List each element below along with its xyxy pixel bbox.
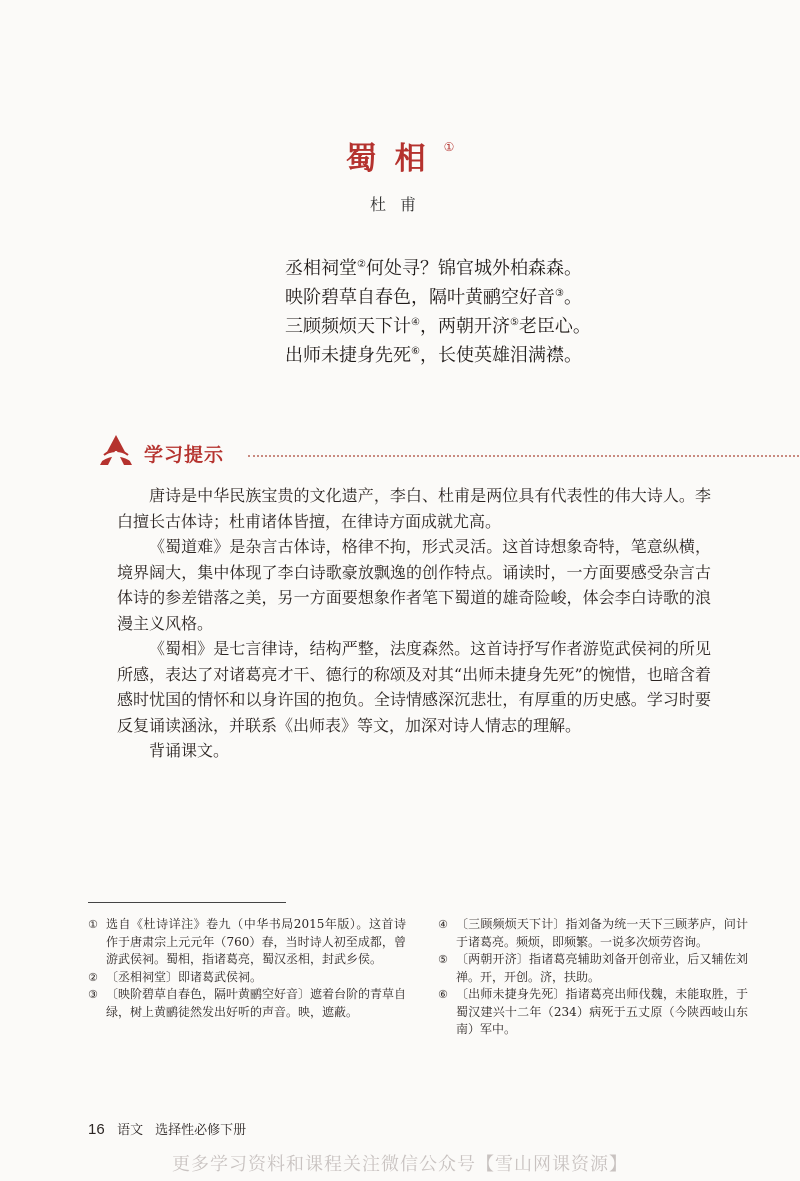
poem-title	[0, 133, 800, 178]
poem-line: 丞相祠堂②何处寻？锦官城外柏森森。	[285, 258, 582, 279]
title-footnote-mark: ①	[443, 140, 455, 154]
footnote: ① 选自《杜诗详注》卷九（中华书局2015年版）。这首诗作于唐肃宗上元元年（760）春，当时诗人初至成都，曾游武侯祠。蜀相，指诸葛亮，蜀汉丞相，封武乡侯。	[88, 917, 406, 966]
page-number: 16	[88, 1121, 105, 1138]
study-tips-body	[117, 483, 711, 764]
tips-paragraph: 《蜀相》是七言律诗，结构严整，法度森然。这首诗抒写作者游览武侯祠的所见所感，表达了对诸葛亮才干、德行的称颂及对其“出师未捷身先死”的惋惜，也暗含着感时忧国的情怀和以身许国的抱负。全诗情感深沉悲壮，有厚重的历史感。学习时要反复诵读涵泳，并联系《出师表》等文，加深对诗人情志的理解。	[117, 639, 711, 735]
footnote: ⑤ 〔两朝开济〕指诸葛亮辅助刘备开创帝业，后又辅佐刘禅。开，开创。济，扶助。	[438, 952, 748, 984]
study-tips-label: 学习提示	[144, 444, 225, 466]
watermark-text: 更多学习资料和课程关注微信公众号【雪山网课资源】	[172, 1154, 628, 1175]
dotted-divider	[248, 455, 800, 457]
book-subject: 语文	[117, 1123, 144, 1138]
poem-author: 杜甫	[369, 195, 430, 214]
footnote: ⑥ 〔出师未捷身先死〕指诸葛亮出师伐魏，未能取胜，于蜀汉建兴十二年（234）病死于五丈原（今陕西岐山东南）军中。	[438, 987, 748, 1036]
poem-line: 三顾频烦天下计④，两朝开济⑤老臣心。	[285, 316, 591, 337]
footnote: ② 〔丞相祠堂〕即诸葛武侯祠。	[88, 969, 263, 984]
study-tips-header	[98, 433, 708, 473]
footnotes-left	[88, 916, 406, 1021]
poem-line: 出师未捷身先死⑥，长使英雄泪满襟。	[285, 345, 582, 366]
book-title	[117, 1123, 258, 1138]
footnote-rule	[88, 902, 286, 903]
tips-paragraph: 《蜀道难》是杂言古体诗，格律不拘，形式灵活。这首诗想象奇特，笔意纵横，境界阔大，集中体现了李白诗歌豪放飘逸的创作特点。诵读时，一方面要感受杂言古体诗的参差错落之美，另一方面要想象作者笔下蜀道的雄奇险峻，体会李白诗歌的浪漫主义风格。	[117, 537, 711, 633]
footnote: ③ 〔映阶碧草自春色，隔叶黄鹂空好音〕遮着台阶的青草自绿，树上黄鹂徒然发出好听的声音。映，遮蔽。	[88, 987, 407, 1019]
poem-line: 映阶碧草自春色，隔叶黄鹂空好音③。	[285, 287, 582, 308]
book-volume: 选择性必修下册	[155, 1123, 247, 1138]
footnote: ④ 〔三顾频烦天下计〕指刘备为统一天下三顾茅庐，问计于诸葛亮。频烦，即频繁。一说多次烦劳咨询。	[438, 917, 748, 949]
footnotes-right	[438, 916, 748, 1039]
tips-paragraph: 唐诗是中华民族宝贵的文化遗产，李白、杜甫是两位具有代表性的伟大诗人。李白擅长古体诗；杜甫诸体皆擅，在律诗方面成就尤高。	[117, 486, 711, 531]
poem-title-text: 蜀相	[345, 141, 444, 177]
tips-paragraph: 背诵课文。	[149, 741, 230, 760]
study-tips-icon	[98, 433, 134, 469]
page-footer	[88, 1119, 258, 1138]
poem-body	[285, 250, 591, 366]
